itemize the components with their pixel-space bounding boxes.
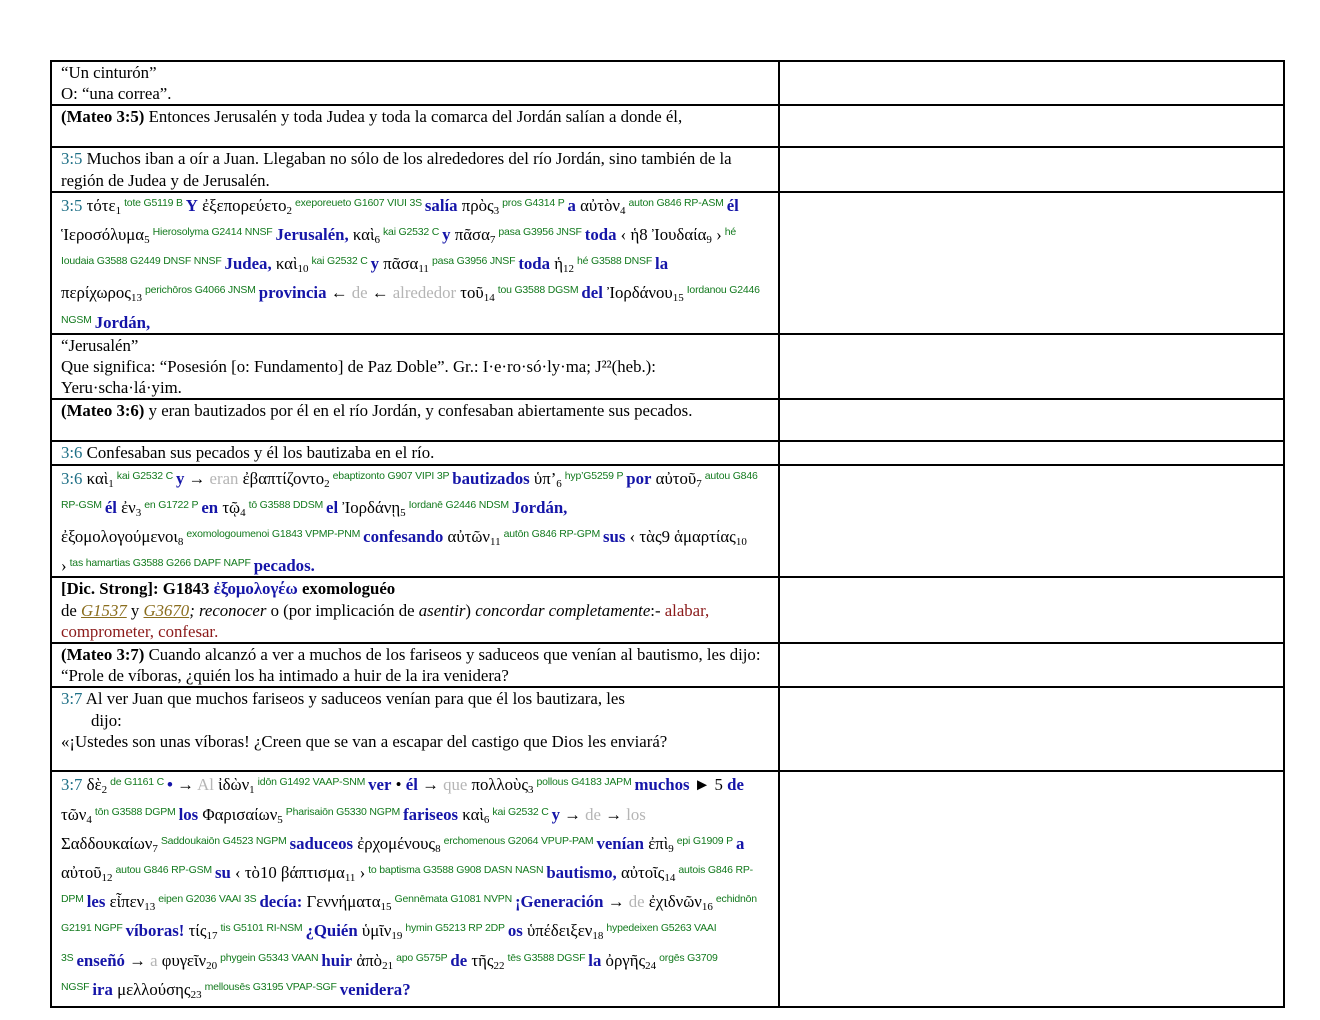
- spanish-gloss: Judea,: [224, 254, 272, 274]
- table-row: [51, 465, 1284, 578]
- word-number: 22: [493, 959, 505, 972]
- greek-word: εἶπεν: [109, 892, 145, 912]
- morphology-tag: tis G5101 RI-NSM: [220, 922, 303, 935]
- strong-label: [Dic. Strong]: G1843: [61, 579, 210, 599]
- word-number: 16: [701, 901, 713, 914]
- morphology-tag: Hierosolyma G2414 NNSF: [152, 226, 273, 239]
- morphology-tag: tēs G3588 DGSF: [507, 951, 586, 964]
- morphology-tag: kai G2532 C: [492, 805, 549, 818]
- greek-word: ἡ: [554, 254, 564, 274]
- greek-word: περίχωρος: [61, 283, 131, 303]
- morphology-tag: Pharisaiōn G5330 NGPM: [285, 805, 401, 818]
- greek-word: αὐτοῦ: [655, 468, 697, 488]
- verse-cell: [51, 687, 779, 771]
- implied-word: a: [150, 950, 158, 970]
- verse-cell: [51, 771, 779, 1007]
- spanish-gloss: y: [370, 254, 380, 274]
- word-marker: ←: [330, 283, 348, 303]
- morphology-tag: hé G3588 DNSF: [577, 255, 653, 268]
- word-number: 8: [435, 842, 441, 855]
- morphology-tag: autou G846 RP-GSM: [115, 864, 212, 877]
- word-number: 17: [206, 930, 218, 943]
- note-line: “Jerusalén”: [61, 335, 139, 355]
- mateo-text: Cuando alcanzó a ver a muchos de los fariseos y saduceos que venían al bautismo, les dijo: “Prole de víboras, ¿quién los ha intimado a huir de la ira venidera?: [61, 645, 761, 686]
- note-line: “Un cinturón”: [61, 63, 157, 82]
- word-number: 24: [645, 959, 657, 972]
- greek-word: καὶ: [86, 468, 109, 488]
- word-number: 23: [190, 988, 202, 1001]
- morphology-tag: hypedeixen G5263 VAAI 3S: [61, 922, 717, 964]
- word-number: 3: [493, 204, 500, 217]
- morphology-tag: Gennēmata G1081 NVPN: [394, 893, 512, 906]
- verse-cell: [51, 577, 779, 643]
- spanish-gloss: toda: [518, 254, 551, 274]
- greek-word: ἐν: [121, 497, 136, 517]
- implied-word: que: [443, 775, 468, 795]
- word-number: 4: [619, 204, 626, 217]
- morphology-tag: kai G2532 C: [116, 469, 173, 482]
- greek-word: αὐτῶν: [447, 527, 491, 547]
- greek-word: τῶν: [61, 804, 87, 824]
- implied-word: de: [351, 283, 368, 303]
- morphology-tag: eipen G2036 VAAI 3S: [158, 893, 257, 906]
- notes-cell-empty[interactable]: [779, 687, 1284, 771]
- spanish-gloss: Jordán,: [94, 312, 151, 332]
- morphology-tag: en G1722 P: [144, 498, 199, 511]
- implied-word: Al: [197, 775, 214, 795]
- table-row: [51, 334, 1284, 400]
- greek-word: τῆς: [471, 950, 494, 970]
- spanish-gloss: él: [104, 497, 117, 517]
- greek-word: ἐξομολογούμενοι: [61, 527, 178, 547]
- morphology-tag: kai G2532 C: [383, 226, 440, 239]
- def-text: :-: [650, 600, 665, 620]
- spanish-gloss: la: [655, 254, 669, 274]
- spanish-gloss: y: [551, 804, 560, 824]
- greek-word: αὐτοῦ: [61, 863, 102, 883]
- greek-word: ἐξεπορεύετο: [202, 195, 287, 215]
- word-number: 10: [297, 263, 309, 276]
- morphology-tag: tou G3588 DGSM: [497, 284, 579, 297]
- spanish-gloss: ¡Generación: [514, 892, 604, 912]
- spanish-gloss: él: [405, 775, 418, 795]
- greek-word: ἐπὶ: [648, 833, 669, 853]
- word-number: 2: [324, 477, 330, 490]
- greek-word: καὶ: [275, 254, 298, 274]
- verse-cell: [51, 643, 779, 687]
- greek-word: ἐρχομένους: [357, 833, 436, 853]
- notes-cell-empty[interactable]: [779, 771, 1284, 1007]
- version-text: Confesaban sus pecados y él los bautizaba en el río.: [82, 443, 435, 463]
- table-row: [51, 105, 1284, 147]
- table-row: [51, 577, 1284, 643]
- morphology-tag: exomologoumenoi G1843 VPMP-PNM: [186, 528, 361, 541]
- word-marker: •: [395, 775, 402, 795]
- strong-link-g3670[interactable]: G3670: [143, 600, 190, 620]
- spanish-gloss: su: [214, 863, 231, 883]
- verse-ref: 3:6: [61, 443, 83, 463]
- spanish-gloss: de: [727, 775, 744, 795]
- greek-word: δὲ: [86, 775, 102, 795]
- morphology-tag: ebaptizonto G907 VIPI 3P: [332, 469, 450, 482]
- word-number: 20: [206, 959, 218, 972]
- morphology-tag: tas hamartias G3588 G266 DAPF NAPF: [69, 557, 251, 570]
- word-number: 3: [135, 506, 142, 519]
- spanish-gloss: a: [567, 195, 576, 215]
- greek-word: αὐτὸν: [580, 195, 620, 215]
- word-number: 12: [101, 872, 113, 885]
- word-number: 6: [483, 813, 490, 826]
- notes-cell-empty[interactable]: [779, 105, 1284, 147]
- spanish-gloss: Jerusalén,: [275, 225, 349, 245]
- morphology-tag: hymin G5213 RP 2DP: [405, 922, 505, 935]
- word-number: 19: [391, 930, 403, 943]
- morphology-tag: tōn G3588 DGPM: [94, 805, 176, 818]
- word-number: 15: [672, 292, 684, 305]
- greek-word: Γεννήματα: [306, 892, 381, 912]
- spanish-gloss: a: [735, 833, 745, 853]
- word-number: 2: [286, 204, 292, 217]
- word-number: 5: [400, 506, 406, 519]
- morphology-tag: tō G3588 DDSM: [248, 498, 324, 511]
- greek-word: αὐτοῖς: [620, 863, 665, 883]
- morphology-tag: kai G2532 C: [311, 255, 368, 268]
- notes-cell-empty[interactable]: [779, 399, 1284, 441]
- spanish-gloss: en: [201, 497, 219, 517]
- mateo-reference: (Mateo 3:6): [61, 401, 145, 421]
- word-marker: ←: [371, 283, 389, 303]
- version-text: Al ver Juan que muchos fariseos y saduceos venían para que él los bautizara, les: [82, 689, 625, 709]
- verse-cell: [51, 61, 779, 105]
- notes-cell-empty[interactable]: [779, 192, 1284, 334]
- word-number: 9: [668, 842, 674, 855]
- greek-word: ὑμῖν: [361, 921, 392, 941]
- greek-word: τοῦ: [460, 283, 484, 303]
- word-number: 1: [115, 204, 122, 217]
- morphology-tag: Saddoukaiōn G4523 NGPM: [160, 834, 287, 847]
- word-number: 5: [144, 234, 150, 247]
- strong-translations: alabar, comprometer, confesar.: [61, 600, 710, 641]
- mateo-text: y eran bautizados por él en el río Jordán, y confesaban abiertamente sus pecados.: [144, 401, 693, 421]
- spanish-gloss: bautismo,: [546, 863, 617, 883]
- word-number: 5: [277, 813, 283, 826]
- morphology-tag: tote G5119 B: [124, 196, 183, 209]
- def-text-italic: concordar completamente: [475, 600, 651, 620]
- morphology-tag: pasa G3956 JNSF: [498, 226, 582, 239]
- morphology-tag: exeporeueto G1607 VIUI 3S: [294, 196, 422, 209]
- word-number: 13: [144, 901, 156, 914]
- spanish-gloss: venidera?: [339, 979, 411, 999]
- spanish-gloss: ira: [92, 979, 113, 999]
- greek-word: ὀργῆς: [605, 950, 646, 970]
- word-number: 14: [483, 292, 495, 305]
- morphology-tag: autōn G846 RP-GPM: [503, 528, 601, 541]
- morphology-tag: autois G846 RP-DPM: [61, 864, 753, 906]
- greek-word: Σαδδουκαίων: [61, 833, 153, 853]
- verse-cell: [51, 334, 779, 400]
- morphology-tag: Iordanou G2446 NGSM: [61, 284, 760, 326]
- spanish-gloss: ¿Quién: [305, 921, 358, 941]
- version-line: [61, 688, 770, 709]
- def-text: ): [465, 600, 476, 620]
- word-number: 15: [380, 901, 392, 914]
- notes-cell-empty[interactable]: [779, 441, 1284, 464]
- table-row: [51, 192, 1284, 334]
- table-row: [51, 441, 1284, 464]
- spanish-gloss: sus: [603, 527, 626, 547]
- greek-word: ἀπὸ: [356, 950, 383, 970]
- implied-word: eran: [209, 468, 239, 488]
- spanish-gloss: salía: [424, 195, 458, 215]
- table-row: [51, 61, 1284, 105]
- word-marker: →: [607, 892, 625, 912]
- def-text: y: [126, 600, 144, 620]
- strong-definition: [61, 600, 770, 642]
- morphology-tag: epi G1909 P: [676, 834, 733, 847]
- word-number: 11: [344, 872, 356, 885]
- version-line: «¡Ustedes son unas víboras! ¿Creen que se van a escapar del castigo que Dios les enviará?: [61, 731, 668, 751]
- word-number: 7: [152, 842, 158, 855]
- word-number: 14: [664, 872, 676, 885]
- word-number: 4: [240, 506, 246, 519]
- word-number: 12: [563, 263, 575, 276]
- verse-ref: 3:5: [61, 149, 83, 169]
- greek-word: πρὸς: [461, 195, 494, 215]
- morphology-tag: idōn G1492 VAAP-SNM: [257, 776, 366, 789]
- greek-word: πᾶσα: [454, 225, 490, 245]
- strong-greek-word: ἐξομολογέω: [213, 579, 298, 599]
- morphology-tag: hyp’G5259 P: [564, 469, 624, 482]
- def-text-italic: asentir: [418, 600, 466, 620]
- word-number: 18: [592, 930, 604, 943]
- verse-ref: 3:5: [61, 195, 83, 215]
- morphology-tag: mellousēs G3195 VPAP-SGF: [204, 980, 337, 993]
- strong-transliteration: exomologuéo: [301, 579, 396, 599]
- spanish-gloss: huir: [321, 950, 353, 970]
- morphology-tag: pasa G3956 JNSF: [431, 255, 516, 268]
- verse-table: [50, 60, 1285, 1008]
- spanish-gloss: él: [726, 195, 739, 215]
- morphology-tag: hé Ioudaia G3588 G2449 DNSF NNSF: [61, 226, 736, 268]
- verse-ref: 3:7: [61, 775, 83, 795]
- spanish-gloss: y: [175, 468, 185, 488]
- greek-word: πᾶσα: [383, 254, 419, 274]
- spanish-gloss: toda: [584, 225, 617, 245]
- bracket-close: ›: [355, 863, 366, 883]
- morphology-tag: Iordanē G2446 NDSM: [408, 498, 509, 511]
- def-text: de: [61, 600, 82, 620]
- spanish-gloss: víboras!: [125, 921, 185, 941]
- word-number: 10: [735, 536, 747, 549]
- word-number: 21: [382, 959, 394, 972]
- morphology-tag: erchomenous G2064 VPUP-PAM: [443, 834, 594, 847]
- word-number: 6: [556, 477, 562, 490]
- table-row: [51, 687, 1284, 771]
- spanish-gloss: Y: [185, 195, 198, 215]
- word-number: 7: [696, 477, 702, 490]
- word-number: 4: [86, 813, 92, 826]
- verse-cell: [51, 399, 779, 441]
- greek-word: καὶ: [352, 225, 375, 245]
- spanish-gloss: les: [86, 892, 106, 912]
- greek-word: πολλοὺς: [471, 775, 528, 795]
- greek-word: Ἰορδάνου: [607, 283, 673, 303]
- verse-ref: 3:6: [61, 468, 83, 488]
- spanish-gloss: confesando: [363, 527, 444, 547]
- morphology-tag: pros G4314 P: [502, 196, 565, 209]
- word-marker: →: [177, 775, 194, 795]
- morphology-tag: apo G575P: [396, 951, 448, 964]
- spanish-gloss: el: [326, 497, 339, 517]
- spanish-gloss: enseñó: [76, 950, 125, 970]
- morphology-tag: perichōros G4066 JNSM: [144, 284, 256, 297]
- greek-word: τότε: [86, 195, 116, 215]
- spanish-gloss: provincia: [258, 283, 327, 303]
- implied-word: los: [626, 804, 646, 824]
- verse-cell: [51, 192, 779, 334]
- spanish-gloss: los: [178, 804, 199, 824]
- word-marker: →: [188, 468, 206, 488]
- word-number: 13: [130, 292, 142, 305]
- word-number: 11: [490, 536, 501, 549]
- word-number: 1: [249, 784, 255, 797]
- greek-word: ‹ ἡ8 Ἰουδαία: [620, 225, 707, 245]
- notes-cell-empty[interactable]: [779, 334, 1284, 400]
- greek-word: μελλούσης: [117, 979, 191, 999]
- greek-word: Ἱεροσόλυμα: [61, 225, 145, 245]
- greek-word: ‹ τὰς9 ἁμαρτίας: [629, 527, 736, 547]
- spanish-gloss: •: [166, 775, 173, 795]
- note-line: O: “una correa”.: [61, 84, 172, 104]
- spanish-gloss: os: [507, 921, 523, 941]
- mateo-text: Entonces Jerusalén y toda Judea y toda la comarca del Jordán salían a donde él,: [144, 107, 683, 127]
- bracket-close: ›: [711, 225, 722, 245]
- spanish-gloss: venían: [596, 833, 644, 853]
- table-row: [51, 147, 1284, 191]
- mateo-reference: (Mateo 3:7): [61, 645, 145, 665]
- spanish-gloss: la: [588, 950, 602, 970]
- notes-cell-empty[interactable]: [779, 147, 1284, 191]
- word-marker: ► 5: [693, 775, 723, 795]
- spanish-gloss: bautizados: [452, 468, 530, 488]
- version-text: Muchos iban a oír a Juan. Llegaban no sólo de los alrededores del río Jordán, sino también de la región de Judea y de Jerusalén.: [61, 149, 732, 190]
- def-text-italic: ; reconocer: [189, 600, 267, 620]
- morphology-tag: phygein G5343 VAAN: [220, 951, 319, 964]
- morphology-tag: de G1161 C: [110, 776, 164, 789]
- greek-word: τίς: [188, 921, 207, 941]
- verse-cell: [51, 465, 779, 578]
- spanish-gloss: por: [626, 468, 652, 488]
- implied-word: de: [585, 804, 601, 824]
- note-line: Que significa: “Posesión [o: Fundamento] de Paz Doble”. Gr.: I·e·ro·só·ly·ma; J²²(heb.): Yeru·scha·lá·yim.: [61, 357, 656, 398]
- verse-cell: [51, 147, 779, 191]
- verse-cell: [51, 105, 779, 147]
- spanish-gloss: decía:: [259, 892, 303, 912]
- word-number: 8: [177, 536, 184, 549]
- version-line: dijo:: [91, 710, 122, 730]
- def-text: o (por implicación de: [266, 600, 419, 620]
- greek-word: καὶ: [462, 804, 484, 824]
- greek-word: ἐχιδνῶν: [648, 892, 702, 912]
- greek-word: φυγεῖν: [161, 950, 207, 970]
- greek-word: ἰδὼν: [218, 775, 250, 795]
- spanish-gloss: saduceos: [289, 833, 353, 853]
- verse-table-body: [51, 61, 1284, 1007]
- greek-word: ‹ τὸ10 βάπτισμα: [235, 863, 345, 883]
- morphology-tag: autou G846 RP-GSM: [61, 469, 758, 511]
- morphology-tag: to baptisma G3588 G908 DASN NASN: [368, 864, 544, 877]
- notes-cell-empty[interactable]: [779, 465, 1284, 578]
- word-number: 11: [418, 263, 429, 276]
- mateo-reference: (Mateo 3:5): [61, 107, 145, 127]
- spanish-gloss: muchos: [634, 775, 690, 795]
- spanish-gloss: pecados.: [253, 556, 315, 576]
- word-number: 3: [527, 784, 534, 797]
- verse-cell: [51, 441, 779, 464]
- spanish-gloss: de: [450, 950, 468, 970]
- word-number: 9: [706, 234, 712, 247]
- spanish-gloss: fariseos: [403, 804, 459, 824]
- implied-word: alrededor: [392, 283, 457, 303]
- greek-word: ἐβαπτίζοντο: [242, 468, 325, 488]
- spanish-gloss: y: [442, 225, 451, 245]
- word-marker: →: [422, 775, 439, 795]
- spanish-gloss: ver: [368, 775, 392, 795]
- table-row: [51, 399, 1284, 441]
- word-number: 2: [101, 784, 108, 797]
- morphology-tag: pollous G4183 JAPM: [536, 776, 632, 789]
- greek-word: Ἰορδάνῃ: [342, 497, 401, 517]
- notes-cell-empty[interactable]: [779, 61, 1284, 105]
- verse-ref: 3:7: [61, 689, 83, 709]
- morphology-tag: orgēs G3709 NGSF: [61, 951, 718, 993]
- notes-cell-empty[interactable]: [779, 643, 1284, 687]
- implied-word: de: [628, 892, 645, 912]
- morphology-tag: auton G846 RP-ASM: [628, 196, 724, 209]
- word-marker: →: [605, 804, 622, 824]
- greek-word: ὑπ’: [533, 468, 557, 488]
- greek-word: Φαρισαίων: [202, 804, 278, 824]
- word-marker: →: [129, 950, 146, 970]
- word-number: 1: [108, 477, 114, 490]
- morphology-tag: echidnōn G2191 NGPF: [61, 893, 757, 935]
- notes-cell-empty[interactable]: [779, 577, 1284, 643]
- word-number: 7: [489, 234, 496, 247]
- strong-header: [61, 578, 770, 599]
- bracket-close: ›: [61, 556, 67, 576]
- strong-link-g1537[interactable]: G1537: [81, 600, 127, 620]
- spanish-gloss: Jordán,: [511, 497, 568, 517]
- greek-word: ὑπέδειξεν: [526, 921, 593, 941]
- spanish-gloss: del: [581, 283, 603, 303]
- word-number: 6: [374, 234, 380, 247]
- word-marker: →: [564, 804, 581, 824]
- greek-word: τῷ: [222, 497, 241, 517]
- table-row: [51, 771, 1284, 1007]
- table-row: [51, 643, 1284, 687]
